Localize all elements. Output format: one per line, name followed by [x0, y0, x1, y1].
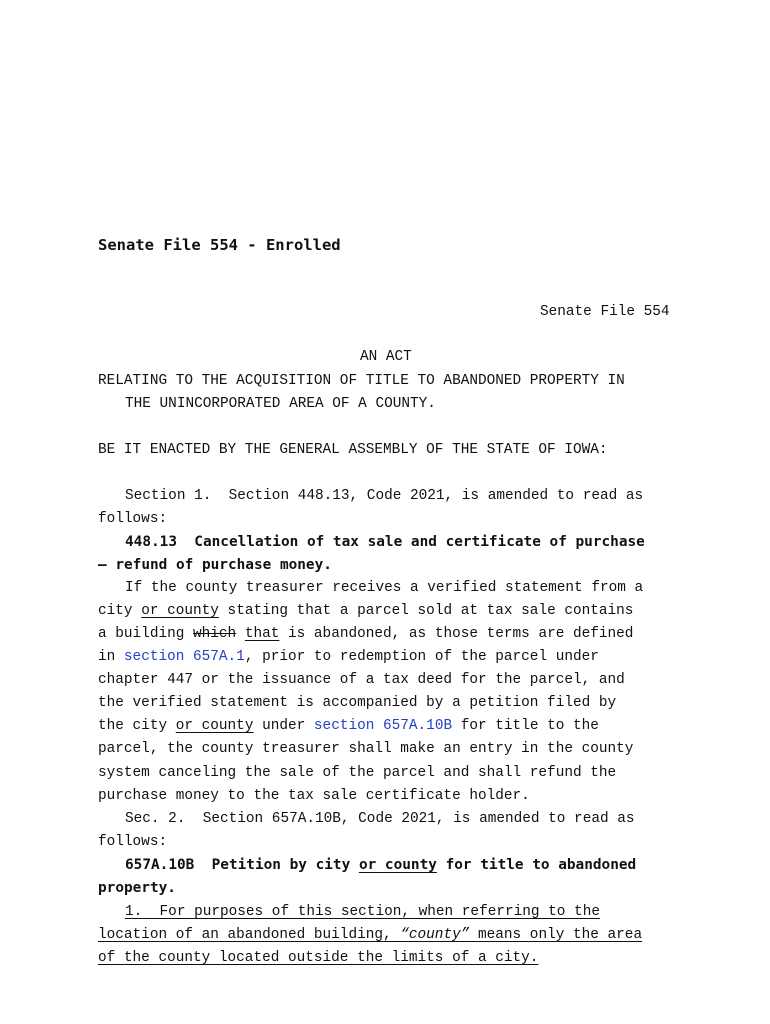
section-657a-1-link[interactable]: section 657A.1: [123, 649, 245, 665]
inserted-text: or county: [175, 718, 254, 734]
body-line: If the county treasurer receives a verified statement from a: [125, 580, 644, 596]
body-text: the city: [98, 718, 176, 734]
inserted-subsection-line: of the county located outside the limits of a city.: [98, 950, 539, 966]
act-heading: AN ACT: [360, 349, 412, 365]
section-448-13-heading-cont: — refund of purchase money.: [98, 557, 332, 573]
body-text: stating that a parcel sold at tax sale contains: [218, 603, 634, 619]
body-text: a building: [98, 626, 193, 642]
heading-text: 657A.10B Petition by city: [125, 857, 359, 873]
body-line: [98, 601, 633, 621]
body-line: [98, 647, 599, 667]
section-448-13-heading: 448.13 Cancellation of tax sale and certificate of purchase: [125, 534, 645, 550]
body-text: [236, 626, 245, 642]
body-text: for title to the: [452, 718, 599, 734]
inserted-text: means only the area: [469, 927, 643, 943]
relating-clause-line-2: THE UNINCORPORATED AREA OF A COUNTY.: [125, 396, 436, 412]
inserted-subsection-line: 1. For purposes of this section, when referring to the: [125, 904, 600, 920]
heading-text: for title to abandoned: [436, 857, 637, 873]
body-text: in: [98, 649, 124, 665]
body-text: city: [98, 603, 142, 619]
section-657a-10b-link[interactable]: section 657A.10B: [313, 718, 453, 734]
body-line: chapter 447 or the issuance of a tax deed for the parcel, and: [98, 672, 625, 688]
body-line: [98, 624, 633, 644]
section-657a-10b-heading: [125, 855, 636, 875]
section-2-intro-cont: follows:: [98, 834, 168, 850]
body-line: parcel, the county treasurer shall make an entry in the county: [98, 741, 634, 757]
section-1-intro-cont: follows:: [98, 511, 168, 527]
body-line: [98, 716, 599, 736]
document-title: Senate File 554 - Enrolled: [98, 236, 341, 254]
body-line: system canceling the sale of the parcel and shall refund the: [98, 765, 617, 781]
body-text: is abandoned, as those terms are defined: [279, 626, 634, 642]
inserted-text: location of an abandoned building,: [98, 927, 401, 943]
inserted-text: that: [244, 626, 280, 642]
struck-text: which: [193, 626, 237, 642]
body-line: the verified statement is accompanied by a petition filed by: [98, 695, 617, 711]
relating-clause-line-1: RELATING TO THE ACQUISITION OF TITLE TO ABANDONED PROPERTY IN: [98, 373, 625, 389]
body-text: , prior to redemption of the parcel under: [244, 649, 599, 665]
file-reference: Senate File 554: [540, 304, 670, 320]
enacting-clause: BE IT ENACTED BY THE GENERAL ASSEMBLY OF THE STATE OF IOWA:: [98, 442, 608, 458]
inserted-text: or county: [141, 603, 219, 619]
section-1-intro: Section 1. Section 448.13, Code 2021, is amended to read as: [125, 488, 644, 504]
section-2-intro: Sec. 2. Section 657A.10B, Code 2021, is amended to read as: [125, 811, 635, 827]
section-657a-10b-heading-cont: property.: [98, 880, 176, 896]
defined-term: “county”: [400, 927, 470, 943]
body-text: under: [253, 718, 314, 734]
body-line: purchase money to the tax sale certificate holder.: [98, 788, 530, 804]
inserted-subsection-line: [98, 925, 642, 945]
inserted-text: or county: [358, 857, 437, 873]
